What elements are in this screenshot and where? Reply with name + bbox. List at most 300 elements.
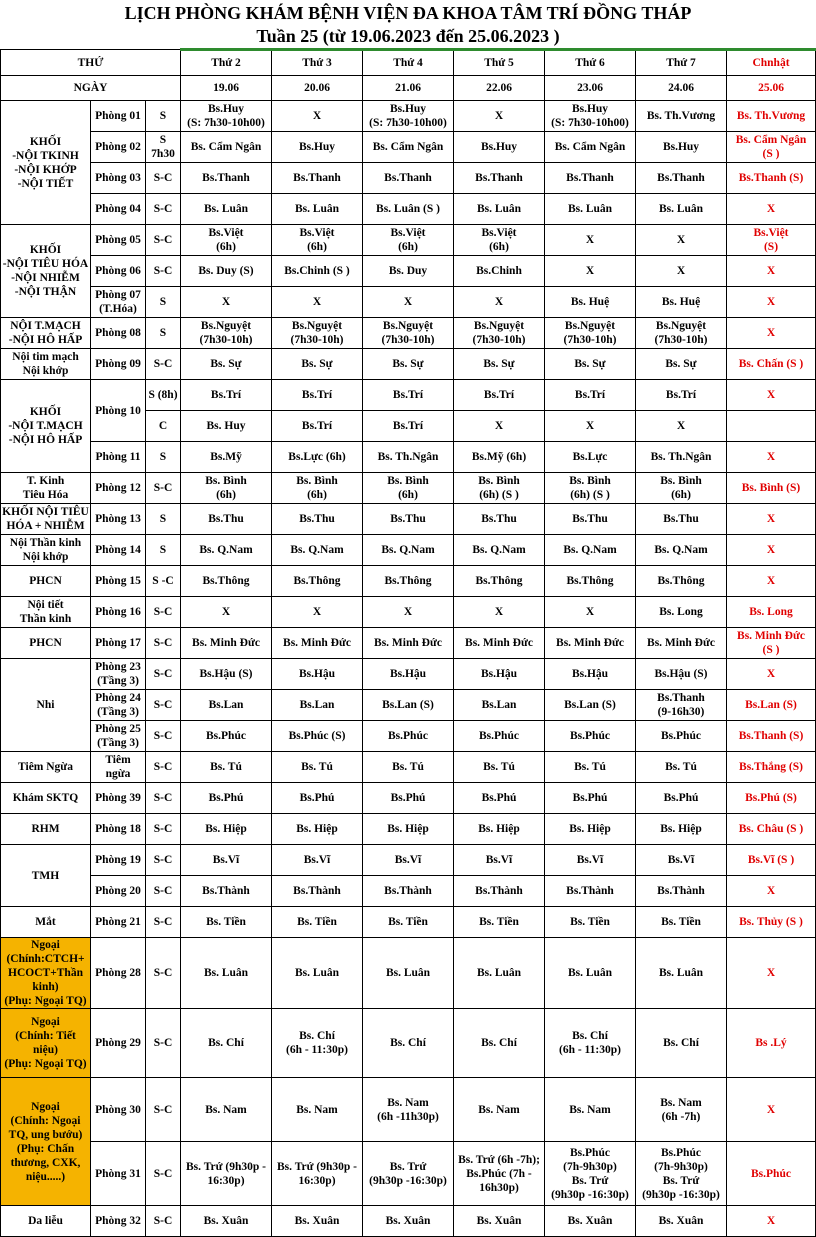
schedule-cell: Bs. Sự (272, 349, 363, 380)
sunday-cell: X (727, 442, 816, 473)
schedule-cell: Bs.Phúc (7h-9h30p) Bs. Trứ (9h30p -16:30p) (545, 1142, 636, 1206)
schedule-cell: Bs. Duy (363, 256, 454, 287)
ngay-label: NGÀY (1, 76, 181, 101)
department-group: Khám SKTQ (1, 783, 91, 814)
sunday-cell: Bs. Minh Đức (S ) (727, 628, 816, 659)
room-cell: Phòng 17 (91, 628, 146, 659)
table-row (1, 535, 816, 566)
schedule-cell: Bs. Trứ (9h30p - 16:30p) (181, 1142, 272, 1206)
table-row (1, 1009, 816, 1078)
department-group: KHỐI -NỘI TKINH -NỘI KHỚP -NỘI TIẾT (1, 101, 91, 225)
schedule-cell: Bs.Trí (181, 380, 272, 411)
schedule-cell: Bs. Chí (181, 1009, 272, 1078)
table-row (1, 101, 816, 132)
schedule-cell: Bs. Tú (454, 752, 545, 783)
schedule-cell: Bs.Phúc (545, 721, 636, 752)
room-cell: Phòng 04 (91, 194, 146, 225)
sunday-cell: Bs. Bình (S) (727, 473, 816, 504)
table-row (1, 845, 816, 876)
schedule-cell: Bs. Tiền (454, 907, 545, 938)
shift-cell: S-C (146, 1009, 181, 1078)
schedule-cell: Bs. Tiền (272, 907, 363, 938)
day-header: Chnhật (727, 50, 816, 76)
schedule-cell: Bs. Sự (181, 349, 272, 380)
schedule-cell: Bs. Chí (363, 1009, 454, 1078)
schedule-cell: Bs.Việt (6h) (363, 225, 454, 256)
schedule-cell: Bs.Lan (454, 690, 545, 721)
schedule-cell: Bs. Hiệp (181, 814, 272, 845)
day-header: Thứ 6 (545, 50, 636, 76)
schedule-cell: X (181, 597, 272, 628)
schedule-cell: Bs. Hiệp (636, 814, 727, 845)
schedule-cell: Bs.Thông (545, 566, 636, 597)
room-cell: Phòng 21 (91, 907, 146, 938)
schedule-cell: X (636, 411, 727, 442)
department-group: Ngoại (Chính: Tiết niệu) (Phụ: Ngoại TQ) (1, 1009, 91, 1078)
room-cell: Phòng 07 (T.Hóa) (91, 287, 146, 318)
schedule-cell: Bs. Bình (6h) (636, 473, 727, 504)
schedule-cell: Bs. Hiệp (363, 814, 454, 845)
schedule-cell: Bs. Q.Nam (181, 535, 272, 566)
sunday-cell: Bs.Việt (S) (727, 225, 816, 256)
shift-cell: S-C (146, 845, 181, 876)
schedule-cell: Bs. Th.Ngân (636, 442, 727, 473)
schedule-cell: Bs.Thu (545, 504, 636, 535)
schedule-cell: X (454, 287, 545, 318)
sunday-cell: X (727, 1206, 816, 1237)
title-line-1: LỊCH PHÒNG KHÁM BỆNH VIỆN ĐA KHOA TÂM TRÍ ĐỒNG THÁP (124, 3, 692, 23)
schedule-cell: Bs. Xuân (545, 1206, 636, 1237)
date-header: 20.06 (272, 76, 363, 101)
sunday-cell: X (727, 659, 816, 690)
schedule-cell: Bs.Vĩ (545, 845, 636, 876)
sunday-cell: X (727, 194, 816, 225)
date-header: 23.06 (545, 76, 636, 101)
shift-cell: S-C (146, 1206, 181, 1237)
room-cell: Phòng 19 (91, 845, 146, 876)
shift-cell: S-C (146, 597, 181, 628)
department-group: Nội tiết Thần kinh (1, 597, 91, 628)
schedule-cell: Bs.Huy (272, 132, 363, 163)
shift-cell: S-C (146, 1142, 181, 1206)
table-row (1, 597, 816, 628)
shift-cell: S-C (146, 194, 181, 225)
schedule-cell: Bs. Cẩm Ngân (363, 132, 454, 163)
schedule-cell: Bs. Minh Đức (272, 628, 363, 659)
schedule-cell: Bs.Trí (272, 411, 363, 442)
schedule-cell: Bs. Luân (363, 938, 454, 1009)
schedule-cell: Bs.Phú (545, 783, 636, 814)
table-row (1, 349, 816, 380)
day-header: Thứ 2 (181, 50, 272, 76)
schedule-cell: Bs. Long (636, 597, 727, 628)
schedule-cell: Bs.Thông (454, 566, 545, 597)
schedule-cell: Bs. Nam (545, 1078, 636, 1142)
room-cell: Phòng 05 (91, 225, 146, 256)
schedule-cell: Bs.Việt (6h) (454, 225, 545, 256)
schedule-cell: Bs.Thành (363, 876, 454, 907)
sunday-cell: X (727, 287, 816, 318)
sunday-cell: X (727, 566, 816, 597)
schedule-cell: Bs. Minh Đức (636, 628, 727, 659)
schedule-cell: Bs.Phú (363, 783, 454, 814)
schedule-cell: Bs.Nguyệt (7h30-10h) (181, 318, 272, 349)
shift-cell: S-C (146, 721, 181, 752)
department-group: KHỐI -NỘI TIÊU HÓA -NỘI NHIỄM -NỘI THẬN (1, 225, 91, 318)
schedule-cell: Bs.Nguyệt (7h30-10h) (636, 318, 727, 349)
schedule-cell: X (545, 597, 636, 628)
department-group: Ngoại (Chính: Ngoại TQ, ung bướu) (Phụ: Chấn thương, CXK, niệu.....) (1, 1078, 91, 1206)
schedule-cell: Bs.Trí (454, 380, 545, 411)
shift-cell: S-C (146, 783, 181, 814)
department-group: Tiêm Ngừa (1, 752, 91, 783)
shift-cell: S-C (146, 163, 181, 194)
shift-cell: S -C (146, 566, 181, 597)
schedule-cell: Bs. Q.Nam (363, 535, 454, 566)
schedule-cell: Bs.Huy (S: 7h30-10h00) (181, 101, 272, 132)
schedule-cell: Bs. Xuân (272, 1206, 363, 1237)
schedule-cell: Bs. Chí (454, 1009, 545, 1078)
schedule-cell: Bs.Phúc (363, 721, 454, 752)
schedule-cell: Bs.Thông (181, 566, 272, 597)
schedule-cell: Bs. Luân (181, 938, 272, 1009)
sunday-cell: Bs. Long (727, 597, 816, 628)
schedule-cell: Bs. Luân (S ) (363, 194, 454, 225)
schedule-cell: Bs. Q.Nam (545, 535, 636, 566)
schedule-cell: Bs. Trứ (6h -7h); Bs.Phúc (7h - 16h30p) (454, 1142, 545, 1206)
schedule-cell: Bs. Trứ (9h30p - 16:30p) (272, 1142, 363, 1206)
schedule-cell: X (454, 411, 545, 442)
schedule-cell: Bs.Chinh (454, 256, 545, 287)
schedule-cell: Bs. Huy (181, 411, 272, 442)
shift-cell: S (146, 287, 181, 318)
schedule-cell: Bs.Phú (636, 783, 727, 814)
schedule-cell: Bs. Minh Đức (545, 628, 636, 659)
schedule-cell: Bs. Q.Nam (636, 535, 727, 566)
schedule-cell: Bs. Luân (545, 194, 636, 225)
sunday-cell: Bs. Cẩm Ngân (S ) (727, 132, 816, 163)
shift-cell: S (146, 535, 181, 566)
room-cell: Phòng 39 (91, 783, 146, 814)
schedule-cell: Bs.Mỹ (6h) (454, 442, 545, 473)
table-row (1, 783, 816, 814)
schedule-cell: Bs.Vĩ (454, 845, 545, 876)
schedule-cell: Bs. Tú (181, 752, 272, 783)
schedule-cell: Bs. Hiệp (454, 814, 545, 845)
schedule-cell: Bs.Lan (S) (363, 690, 454, 721)
sunday-cell: Bs.Thắng (S) (727, 752, 816, 783)
schedule-cell: Bs. Chí (6h - 11:30p) (545, 1009, 636, 1078)
shift-cell: S-C (146, 752, 181, 783)
room-cell: Phòng 32 (91, 1206, 146, 1237)
sunday-cell: X (727, 876, 816, 907)
schedule-cell: X (545, 256, 636, 287)
table-row (1, 442, 816, 473)
sunday-cell: Bs. Châu (S ) (727, 814, 816, 845)
table-row (1, 659, 816, 690)
schedule-cell: Bs.Thông (363, 566, 454, 597)
schedule-cell: Bs.Nguyệt (7h30-10h) (363, 318, 454, 349)
schedule-cell: Bs.Trí (636, 380, 727, 411)
day-header: Thứ 3 (272, 50, 363, 76)
schedule-cell: Bs.Việt (6h) (181, 225, 272, 256)
table-row (1, 256, 816, 287)
schedule-cell: Bs.Lan (S) (545, 690, 636, 721)
schedule-cell: Bs.Huy (636, 132, 727, 163)
room-cell: Phòng 13 (91, 504, 146, 535)
schedule-cell: Bs. Cẩm Ngân (181, 132, 272, 163)
shift-cell: S-C (146, 814, 181, 845)
schedule-cell: Bs. Bình (6h) (S ) (454, 473, 545, 504)
table-row (1, 876, 816, 907)
department-group: TMH (1, 845, 91, 907)
schedule-cell: X (454, 101, 545, 132)
schedule-cell: Bs. Xuân (363, 1206, 454, 1237)
schedule-cell: Bs. Th.Ngân (363, 442, 454, 473)
schedule-cell: Bs.Thành (636, 876, 727, 907)
shift-cell: S-C (146, 1078, 181, 1142)
sunday-cell: Bs. Chấn (S ) (727, 349, 816, 380)
header-row-dates (1, 76, 816, 101)
schedule-cell: Bs.Nguyệt (7h30-10h) (545, 318, 636, 349)
schedule-cell: Bs.Hậu (545, 659, 636, 690)
schedule-cell: Bs. Luân (545, 938, 636, 1009)
shift-cell: S-C (146, 876, 181, 907)
schedule-cell: Bs.Vĩ (363, 845, 454, 876)
schedule-cell: Bs.Hậu (S) (636, 659, 727, 690)
schedule-cell: Bs. Sự (363, 349, 454, 380)
schedule-cell: Bs.Phúc (S) (272, 721, 363, 752)
date-header: 21.06 (363, 76, 454, 101)
sunday-cell: Bs.Vĩ (S ) (727, 845, 816, 876)
table-row (1, 194, 816, 225)
schedule-cell: Bs.Nguyệt (7h30-10h) (454, 318, 545, 349)
schedule-cell: Bs.Phú (181, 783, 272, 814)
sunday-cell: X (727, 318, 816, 349)
room-cell: Phòng 28 (91, 938, 146, 1009)
room-cell: Phòng 16 (91, 597, 146, 628)
schedule-cell: X (545, 225, 636, 256)
schedule-cell: Bs. Bình (6h) (S ) (545, 473, 636, 504)
room-cell: Phòng 31 (91, 1142, 146, 1206)
department-group: RHM (1, 814, 91, 845)
schedule-table (0, 48, 816, 1237)
shift-cell: S (146, 504, 181, 535)
schedule-cell: Bs. Luân (454, 938, 545, 1009)
sunday-cell: Bs.Thanh (S) (727, 163, 816, 194)
shift-cell: S-C (146, 225, 181, 256)
room-cell: Phòng 25 (Tầng 3) (91, 721, 146, 752)
date-header: 22.06 (454, 76, 545, 101)
schedule-cell: Bs.Huy (S: 7h30-10h00) (363, 101, 454, 132)
room-cell: Phòng 01 (91, 101, 146, 132)
schedule-cell: X (272, 101, 363, 132)
schedule-cell: Bs. Chí (636, 1009, 727, 1078)
schedule-cell: Bs.Phúc (454, 721, 545, 752)
schedule-cell: Bs. Luân (454, 194, 545, 225)
room-cell: Phòng 14 (91, 535, 146, 566)
schedule-cell: Bs.Chinh (S ) (272, 256, 363, 287)
schedule-cell: Bs.Phú (454, 783, 545, 814)
table-row (1, 380, 816, 411)
schedule-cell: Bs. Hiệp (272, 814, 363, 845)
sunday-cell: X (727, 256, 816, 287)
sunday-cell: Bs.Thanh (S) (727, 721, 816, 752)
shift-cell: S-C (146, 907, 181, 938)
day-header: Thứ 7 (636, 50, 727, 76)
schedule-cell: Bs.Mỹ (181, 442, 272, 473)
table-row (1, 504, 816, 535)
table-row (1, 132, 816, 163)
schedule-cell: Bs.Vĩ (272, 845, 363, 876)
shift-cell: S-C (146, 938, 181, 1009)
sunday-cell: Bs.Lan (S) (727, 690, 816, 721)
schedule-cell: Bs.Trí (363, 380, 454, 411)
schedule-cell: Bs.Thanh (545, 163, 636, 194)
schedule-cell: Bs. Nam (454, 1078, 545, 1142)
schedule-cell: Bs. Luân (272, 938, 363, 1009)
day-header: Thứ 5 (454, 50, 545, 76)
department-group: KHỐI -NỘI T.MẠCH -NỘI HÔ HẤP (1, 380, 91, 473)
schedule-cell: Bs. Tú (272, 752, 363, 783)
sunday-cell: Bs. Thủy (S ) (727, 907, 816, 938)
table-row (1, 566, 816, 597)
room-cell: Phòng 03 (91, 163, 146, 194)
schedule-cell: Bs. Tú (545, 752, 636, 783)
schedule-cell: Bs.Nguyệt (7h30-10h) (272, 318, 363, 349)
shift-cell: C (146, 411, 181, 442)
schedule-cell: Bs. Luân (636, 194, 727, 225)
schedule-cell: Bs. Nam (272, 1078, 363, 1142)
table-row (1, 318, 816, 349)
schedule-title (0, 0, 816, 48)
department-group: PHCN (1, 628, 91, 659)
department-group: NỘI T.MẠCH -NỘI HÔ HẤP (1, 318, 91, 349)
schedule-cell: Bs. Chí (6h - 11:30p) (272, 1009, 363, 1078)
thu-label: THỨ (1, 50, 181, 76)
schedule-cell: Bs.Trí (272, 380, 363, 411)
room-cell: Phòng 11 (91, 442, 146, 473)
room-cell: Phòng 12 (91, 473, 146, 504)
sunday-cell: X (727, 938, 816, 1009)
schedule-cell: Bs.Vĩ (181, 845, 272, 876)
schedule-cell: X (636, 225, 727, 256)
schedule-cell: Bs.Thu (636, 504, 727, 535)
schedule-cell: X (636, 256, 727, 287)
sunday-cell (727, 411, 816, 442)
schedule-cell: Bs.Thu (181, 504, 272, 535)
shift-cell: S (8h) (146, 380, 181, 411)
sunday-cell: X (727, 504, 816, 535)
shift-cell: S-C (146, 690, 181, 721)
department-group: Ngoại (Chính:CTCH+ HCOCT+Thần kinh) (Phụ: Ngoại TQ) (1, 938, 91, 1009)
department-group: T. Kinh Tiêu Hóa (1, 473, 91, 504)
schedule-cell: Bs.Hậu (363, 659, 454, 690)
table-row (1, 721, 816, 752)
room-cell: Phòng 23 (Tầng 3) (91, 659, 146, 690)
schedule-cell: Bs. Sự (636, 349, 727, 380)
schedule-cell: Bs.Thanh (636, 163, 727, 194)
schedule-cell: Bs. Bình (6h) (181, 473, 272, 504)
schedule-cell: Bs.Thanh (454, 163, 545, 194)
schedule-cell: Bs.Trí (363, 411, 454, 442)
schedule-cell: Bs.Phúc (7h-9h30p) Bs. Trứ (9h30p -16:30p) (636, 1142, 727, 1206)
title-line-2: Tuần 25 (từ 19.06.2023 đến 25.06.2023 ) (256, 26, 560, 46)
schedule-cell: Bs. Tiền (363, 907, 454, 938)
schedule-cell: Bs. Tú (636, 752, 727, 783)
schedule-cell: Bs. Huệ (545, 287, 636, 318)
table-row (1, 287, 816, 318)
schedule-cell: Bs.Vĩ (636, 845, 727, 876)
schedule-cell: Bs.Lực (545, 442, 636, 473)
sunday-cell: X (727, 380, 816, 411)
schedule-cell: Bs. Luân (181, 194, 272, 225)
schedule-cell: Bs. Bình (6h) (363, 473, 454, 504)
table-row (1, 163, 816, 194)
schedule-cell: Bs. Xuân (636, 1206, 727, 1237)
schedule-cell: Bs.Thông (272, 566, 363, 597)
sunday-cell: X (727, 535, 816, 566)
schedule-cell: Bs. Trứ (9h30p -16:30p) (363, 1142, 454, 1206)
department-group: Mắt (1, 907, 91, 938)
shift-cell: S 7h30 (146, 132, 181, 163)
department-group: Nhi (1, 659, 91, 752)
schedule-cell: Bs.Phúc (181, 721, 272, 752)
sunday-cell: Bs .Lý (727, 1009, 816, 1078)
schedule-cell: Bs. Th.Vương (636, 101, 727, 132)
date-header: 24.06 (636, 76, 727, 101)
shift-cell: S-C (146, 256, 181, 287)
schedule-cell: Bs. Tiền (636, 907, 727, 938)
sunday-cell: Bs.Phú (S) (727, 783, 816, 814)
schedule-cell: Bs.Hậu (S) (181, 659, 272, 690)
schedule-cell: Bs.Lực (6h) (272, 442, 363, 473)
schedule-cell: Bs. Nam (181, 1078, 272, 1142)
table-row (1, 1142, 816, 1206)
schedule-cell: Bs.Thông (636, 566, 727, 597)
shift-cell: S-C (146, 628, 181, 659)
schedule-cell: X (181, 287, 272, 318)
schedule-cell: Bs.Thành (181, 876, 272, 907)
department-group: Da liễu (1, 1206, 91, 1237)
table-row (1, 1078, 816, 1142)
schedule-cell: Bs. Luân (636, 938, 727, 1009)
table-row (1, 690, 816, 721)
schedule-cell: Bs. Nam (6h -11h30p) (363, 1078, 454, 1142)
schedule-cell: Bs. Xuân (454, 1206, 545, 1237)
schedule-cell: Bs.Thanh (272, 163, 363, 194)
table-row (1, 814, 816, 845)
room-cell: Phòng 24 (Tầng 3) (91, 690, 146, 721)
schedule-cell: Bs.Thu (272, 504, 363, 535)
date-header: 19.06 (181, 76, 272, 101)
schedule-cell: X (272, 287, 363, 318)
table-row (1, 225, 816, 256)
schedule-cell: Bs.Huy (S: 7h30-10h00) (545, 101, 636, 132)
room-cell: Phòng 09 (91, 349, 146, 380)
shift-cell: S-C (146, 349, 181, 380)
table-row (1, 907, 816, 938)
schedule-cell: Bs.Phúc (636, 721, 727, 752)
schedule-cell: X (454, 597, 545, 628)
schedule-cell: X (272, 597, 363, 628)
schedule-cell: Bs. Tiền (181, 907, 272, 938)
room-cell: Phòng 30 (91, 1078, 146, 1142)
day-header: Thứ 4 (363, 50, 454, 76)
table-row (1, 1206, 816, 1237)
schedule-cell: Bs.Lan (272, 690, 363, 721)
schedule-cell: Bs. Sự (454, 349, 545, 380)
